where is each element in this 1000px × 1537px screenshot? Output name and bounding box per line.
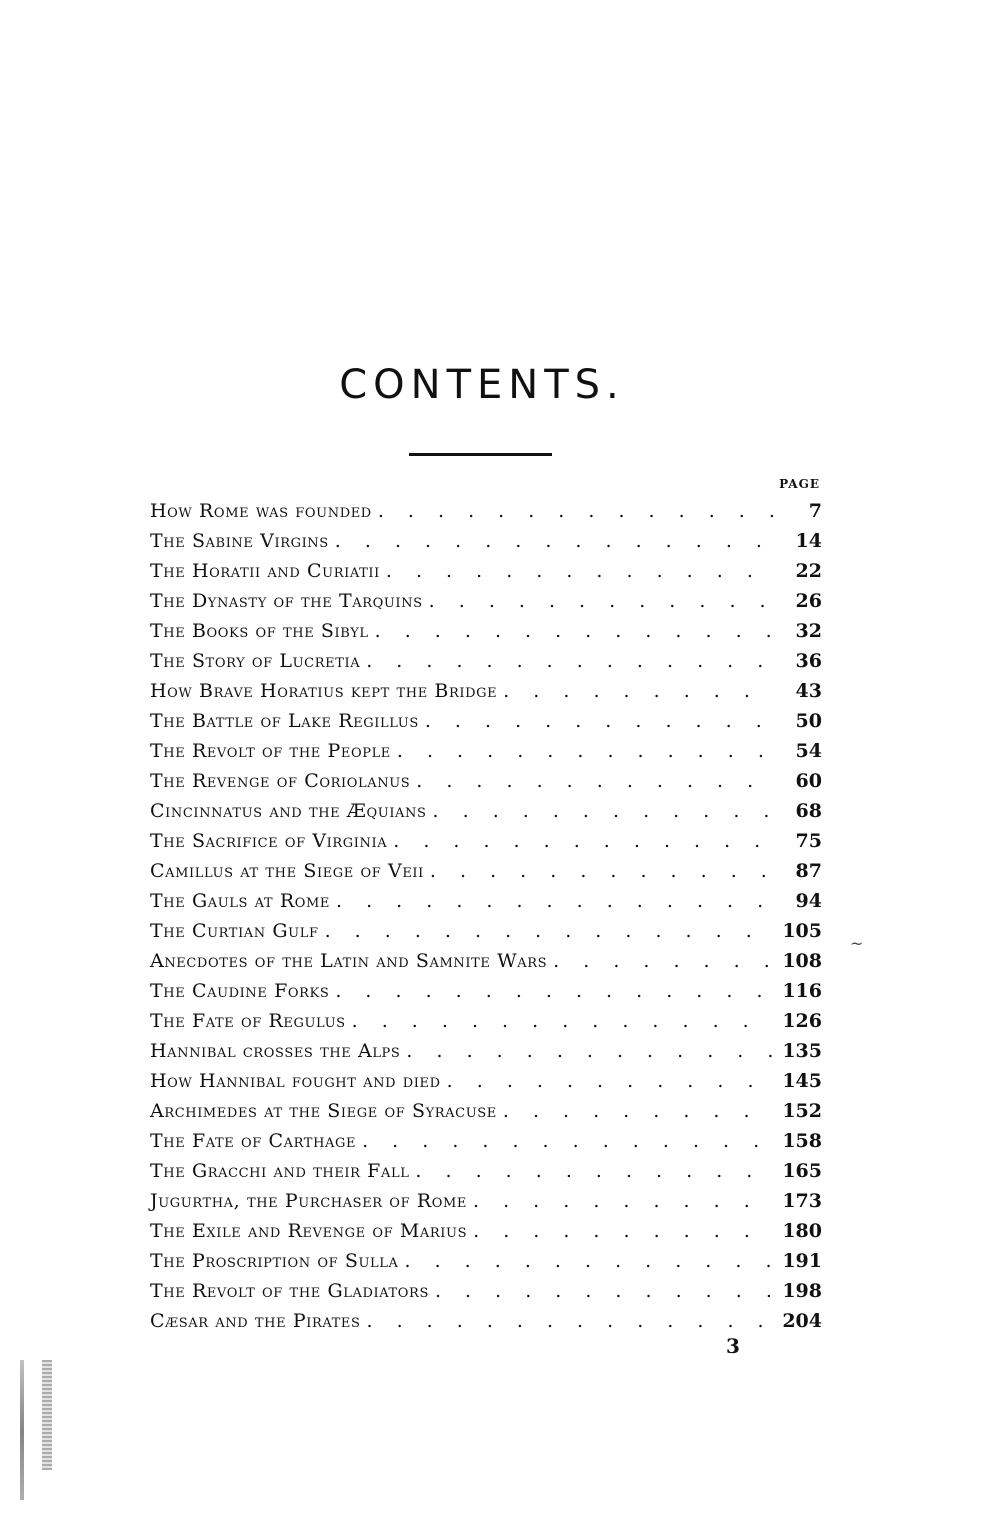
toc-entry-title: The Books of the Sibyl (150, 620, 369, 642)
toc-entry (150, 1246, 822, 1276)
toc-entry-title: The Fate of Regulus (150, 1010, 346, 1032)
toc-entry (150, 946, 822, 976)
toc-entry-page: 105 (782, 920, 822, 942)
dot-leader (352, 1006, 774, 1036)
toc-entry (150, 496, 822, 526)
toc-entry (150, 1096, 822, 1126)
toc-entry-title: Anecdotes of the Latin and Samnite Wars (150, 950, 548, 972)
dot-leader (416, 766, 774, 796)
table-of-contents (150, 472, 822, 1336)
toc-entry (150, 526, 822, 556)
toc-entry (150, 1216, 822, 1246)
toc-entry-page: 54 (795, 740, 822, 762)
scan-edge-mark (20, 1360, 24, 1500)
dot-leader (435, 1276, 774, 1306)
dot-leader (397, 736, 774, 766)
toc-entry-title: Archimedes at the Siege of Syracuse (150, 1100, 497, 1122)
toc-entry-page: 94 (795, 890, 822, 912)
toc-entry-page: 32 (795, 620, 822, 642)
toc-entry-page: 14 (795, 530, 822, 552)
dot-leader (503, 676, 774, 706)
toc-entry-title: The Proscription of Sulla (150, 1250, 399, 1272)
toc-entry-page: 108 (782, 950, 822, 972)
toc-entry (150, 1006, 822, 1036)
dot-leader (378, 496, 774, 526)
toc-entry-title: The Dynasty of the Tarquins (150, 590, 423, 612)
toc-entry-title: The Story of Lucretia (150, 650, 361, 672)
toc-entry-title: How Hannibal fought and died (150, 1070, 441, 1092)
toc-entry-page: 22 (795, 560, 822, 582)
dot-leader (415, 1156, 774, 1186)
toc-entry-title: How Brave Horatius kept the Bridge (150, 680, 498, 702)
toc-entry (150, 976, 822, 1006)
toc-entry-title: The Revenge of Coriolanus (150, 770, 411, 792)
dot-leader (336, 886, 774, 916)
dot-leader (447, 1066, 774, 1096)
dot-leader (430, 856, 774, 886)
toc-entry-page: 43 (795, 680, 822, 702)
toc-entry (150, 1066, 822, 1096)
dot-leader (367, 1306, 775, 1336)
dot-leader (433, 796, 774, 826)
toc-entry-title: The Revolt of the People (150, 740, 391, 762)
toc-entry-page: 126 (782, 1010, 822, 1032)
toc-entry-title: Cæsar and the Pirates (150, 1310, 361, 1332)
page-number: 3 (726, 1334, 740, 1358)
toc-entry-page: 198 (782, 1280, 822, 1302)
toc-entry-title: The Fate of Carthage (150, 1130, 357, 1152)
toc-entry (150, 616, 822, 646)
toc-entry (150, 1306, 822, 1336)
toc-entry-page: 68 (795, 800, 822, 822)
toc-entry (150, 1036, 822, 1066)
toc-entry (150, 676, 822, 706)
dot-leader (325, 916, 774, 946)
toc-entry-title: The Sacrifice of Virginia (150, 830, 388, 852)
toc-entry-page: 36 (795, 650, 822, 672)
toc-entry-page: 180 (782, 1220, 822, 1242)
toc-entry-title: The Exile and Revenge of Marius (150, 1220, 468, 1242)
toc-entry-title: Jugurtha, the Purchaser of Rome (150, 1190, 467, 1212)
toc-entry-title: The Sabine Virgins (150, 530, 329, 552)
toc-entries (150, 496, 822, 1336)
toc-entry (150, 1186, 822, 1216)
dot-leader (473, 1216, 774, 1246)
dot-leader (386, 556, 774, 586)
dot-leader (335, 526, 774, 556)
dot-leader (405, 1246, 774, 1276)
toc-entry-title: The Gauls at Rome (150, 890, 330, 912)
dot-leader (335, 976, 774, 1006)
toc-entry-title: Hannibal crosses the Alps (150, 1040, 401, 1062)
toc-entry-page: 158 (782, 1130, 822, 1152)
stray-pencil-mark: ~ (850, 934, 864, 953)
dot-leader (425, 706, 774, 736)
toc-entry (150, 826, 822, 856)
toc-entry-page: 165 (782, 1160, 822, 1182)
toc-entry (150, 646, 822, 676)
toc-entry (150, 766, 822, 796)
dot-leader (503, 1096, 774, 1126)
toc-entry (150, 586, 822, 616)
dot-leader (429, 586, 774, 616)
toc-entry (150, 556, 822, 586)
toc-entry-page: 26 (795, 590, 822, 612)
toc-entry-title: Camillus at the Siege of Veii (150, 860, 424, 882)
page-column-label: PAGE (779, 477, 820, 491)
toc-entry-page: 7 (808, 500, 822, 522)
title-rule (409, 453, 552, 456)
toc-entry-page: 87 (795, 860, 822, 882)
toc-entry (150, 706, 822, 736)
dot-leader (375, 616, 774, 646)
toc-entry (150, 1276, 822, 1306)
toc-entry-title: The Battle of Lake Regillus (150, 710, 419, 732)
toc-entry (150, 1156, 822, 1186)
dot-leader (473, 1186, 774, 1216)
toc-entry-title: The Curtian Gulf (150, 920, 319, 942)
toc-entry (150, 1126, 822, 1156)
toc-entry-page: 60 (795, 770, 822, 792)
toc-entry-title: The Caudine Forks (150, 980, 330, 1002)
toc-entry-page: 204 (782, 1310, 822, 1332)
toc-entry-page: 75 (795, 830, 822, 852)
toc-entry-page: 145 (782, 1070, 822, 1092)
toc-entry-title: The Gracchi and their Fall (150, 1160, 410, 1182)
toc-entry-page: 152 (782, 1100, 822, 1122)
scan-edge-shadow (42, 1360, 52, 1470)
toc-entry-page: 135 (782, 1040, 822, 1062)
dot-leader (362, 1126, 774, 1156)
toc-entry (150, 796, 822, 826)
page-title: CONTENTS. (339, 362, 625, 408)
toc-entry-title: Cincinnatus and the Æquians (150, 800, 427, 822)
toc-entry (150, 886, 822, 916)
toc-entry-title: How Rome was founded (150, 500, 372, 522)
toc-entry (150, 856, 822, 886)
toc-entry-title: The Horatii and Curiatii (150, 560, 380, 582)
dot-leader (553, 946, 774, 976)
dot-leader (366, 646, 774, 676)
toc-entry-page: 191 (782, 1250, 822, 1272)
toc-entry (150, 736, 822, 766)
toc-entry-page: 116 (782, 980, 822, 1002)
toc-entry (150, 916, 822, 946)
toc-entry-page: 173 (782, 1190, 822, 1212)
toc-entry-title: The Revolt of the Gladiators (150, 1280, 429, 1302)
toc-entry-page: 50 (795, 710, 822, 732)
dot-leader (393, 826, 774, 856)
dot-leader (406, 1036, 774, 1066)
